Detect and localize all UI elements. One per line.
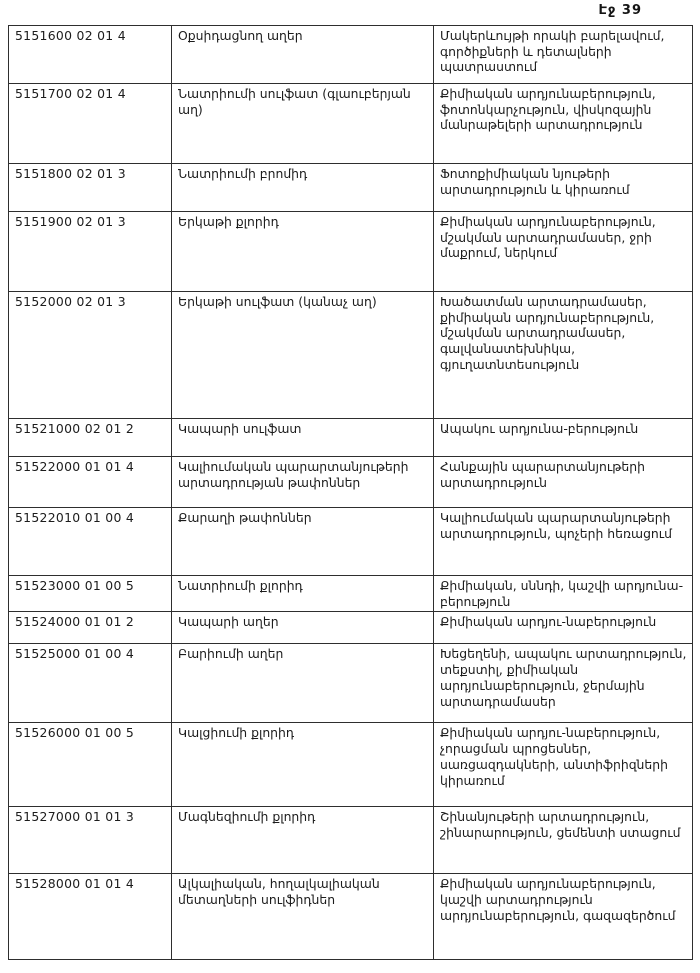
name-cell: Կալիումական պարարտանյութերի արտադրության թափոններ [172, 457, 434, 508]
use-cell: Ֆոտոքիմիական նյութերի արտադրություն և կիրառում [434, 164, 693, 212]
use-cell: Կալիումական պարարտանյութերի արտադրություն, պոչերի հեռացում [434, 508, 693, 576]
use-cell: Խածատման արտադրամասեր, քիմիական արդյունաբերություն, մշակման արտադրամասեր, գալվանատեխնիկա, գյուղատնտեսություն [434, 292, 693, 419]
name-cell: Քարաղի թափոններ [172, 508, 434, 576]
name-cell: Նատրիումի սուլֆատ (գլաուբերյան աղ) [172, 84, 434, 164]
table-body [9, 26, 693, 960]
name-cell: Նատրիումի բրոմիդ [172, 164, 434, 212]
use-cell: Մակերևույթի որակի բարելավում, գործիքների և դետալների պատրաստում [434, 26, 693, 84]
table-row [9, 807, 693, 874]
code-cell: 51521000 02 01 2 [9, 419, 172, 457]
table-row [9, 292, 693, 419]
name-cell: Օքսիդացնող աղեր [172, 26, 434, 84]
code-cell: 5151800 02 01 3 [9, 164, 172, 212]
use-cell: Շինանյութերի արտադրություն, շինարարություն, ցեմենտի ստացում [434, 807, 693, 874]
name-cell: Նատրիումի քլորիդ [172, 576, 434, 612]
use-cell: Հանքային պարարտանյութերի արտադրություն [434, 457, 693, 508]
name-cell: Մագնեզիումի քլորիդ [172, 807, 434, 874]
table-row [9, 84, 693, 164]
name-cell: Երկաթի քլորիդ [172, 212, 434, 292]
waste-classification-table [8, 25, 693, 960]
table-row [9, 212, 693, 292]
table-row [9, 457, 693, 508]
use-cell: Քիմիական արդյունաբերություն, ֆոտոնկարչություն, վիսկոզային մանրաթելերի արտադրություն [434, 84, 693, 164]
code-cell: 51528000 01 01 4 [9, 874, 172, 960]
table-row [9, 576, 693, 612]
code-cell: 51524000 01 01 2 [9, 612, 172, 644]
name-cell: Կապարի սուլֆատ [172, 419, 434, 457]
use-cell: Խեցեղենի, ապակու արտադրություն, տեքստիլ, քիմիական արդյունաբերություն, ջերմային արտադրամասեր [434, 644, 693, 723]
table-row [9, 26, 693, 84]
name-cell: Կապարի աղեր [172, 612, 434, 644]
code-cell: 51522000 01 01 4 [9, 457, 172, 508]
table-row [9, 508, 693, 576]
use-cell: Քիմիական արդյու-նաբերություն [434, 612, 693, 644]
code-cell: 5152000 02 01 3 [9, 292, 172, 419]
name-cell: Բարիումի աղեր [172, 644, 434, 723]
page-number: Էջ 39 [598, 3, 642, 18]
name-cell: Երկաթի սուլֆատ (կանաչ աղ) [172, 292, 434, 419]
table-row [9, 723, 693, 807]
code-cell: 51527000 01 01 3 [9, 807, 172, 874]
table-row [9, 612, 693, 644]
code-cell: 5151900 02 01 3 [9, 212, 172, 292]
code-cell: 51522010 01 00 4 [9, 508, 172, 576]
table-row [9, 874, 693, 960]
use-cell: Քիմիական արդյու-նաբերություն, չորացման պրոցեսներ, սառցազդակների, անտիֆրիզների կիրառում [434, 723, 693, 807]
code-cell: 5151600 02 01 4 [9, 26, 172, 84]
name-cell: Կալցիումի քլորիդ [172, 723, 434, 807]
code-cell: 5151700 02 01 4 [9, 84, 172, 164]
use-cell: Քիմիական, սննդի, կաշվի արդյունա-բերություն [434, 576, 693, 612]
code-cell: 51525000 01 00 4 [9, 644, 172, 723]
name-cell: Ալկալիական, հողալկալիական մետաղների սուլֆիդներ [172, 874, 434, 960]
code-cell: 51526000 01 00 5 [9, 723, 172, 807]
use-cell: Քիմիական արդյունաբերություն, կաշվի արտադրություն արդյունաբերություն, գազազերծում [434, 874, 693, 960]
table-row [9, 164, 693, 212]
use-cell: Ապակու արդյունա-բերություն [434, 419, 693, 457]
table-row [9, 644, 693, 723]
table-row [9, 419, 693, 457]
code-cell: 51523000 01 00 5 [9, 576, 172, 612]
use-cell: Քիմիական արդյունաբերություն, մշակման արտադրամասեր, ջրի մաքրում, ներկում [434, 212, 693, 292]
